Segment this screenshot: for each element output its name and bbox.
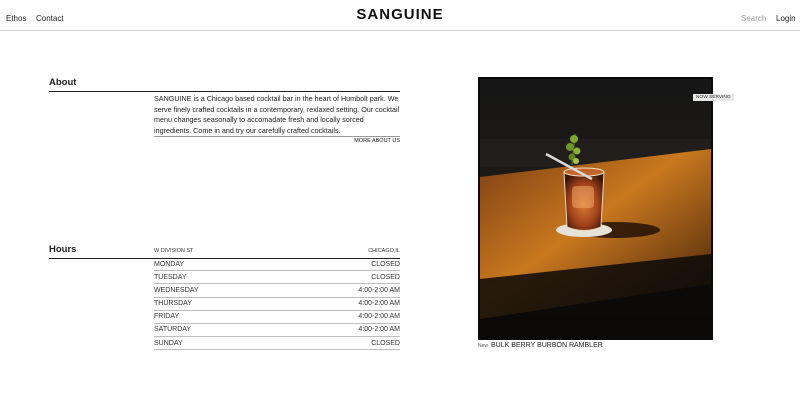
time-label: CLOSED	[371, 273, 400, 281]
ice-cube	[572, 186, 594, 208]
city-label: CHICAGO,IL	[368, 248, 400, 254]
day-label: TUESDAY	[154, 273, 187, 281]
location-row	[154, 248, 400, 254]
about-heading: About	[49, 77, 77, 88]
time-label: CLOSED	[371, 260, 400, 268]
hours-row	[154, 271, 400, 284]
herb-leaf	[573, 158, 579, 164]
hours-row	[154, 298, 400, 311]
hours-row	[154, 284, 400, 297]
hours-table	[154, 258, 400, 350]
hours-row	[154, 324, 400, 337]
brand-logo[interactable]: SANGUINE	[356, 6, 444, 23]
about-header	[49, 77, 400, 92]
day-label: WEDNESDAY	[154, 286, 199, 294]
day-label: SUNDAY	[154, 339, 183, 347]
hours-row	[154, 337, 400, 350]
hours-heading: Hours	[49, 244, 77, 255]
caption-prefix: New	[478, 343, 489, 349]
time-label: 4:00-2:00 AM	[358, 300, 400, 308]
herb-leaf	[566, 143, 574, 151]
cocktail-photo[interactable]	[478, 77, 713, 340]
drink-caption	[478, 342, 603, 349]
drink-name: BULK BERRY BURBON RAMBLER	[491, 342, 603, 349]
hours-row	[154, 258, 400, 271]
time-label: 4:00-2:00 AM	[358, 326, 400, 334]
nav-link-contact[interactable]: Contact	[36, 14, 64, 23]
login-link[interactable]: Login	[776, 14, 796, 23]
herb-leaf	[570, 135, 578, 143]
cocktail-image	[480, 79, 711, 338]
street-label: W DIVISION ST	[154, 248, 194, 254]
day-label: FRIDAY	[154, 313, 180, 321]
time-label: CLOSED	[371, 339, 400, 347]
day-label: MONDAY	[154, 260, 185, 268]
more-about-link[interactable]: MORE ABOUT US	[354, 138, 400, 144]
top-nav	[0, 0, 800, 31]
day-label: SATURDAY	[154, 326, 192, 334]
hours-row	[154, 311, 400, 324]
herb-leaf	[574, 148, 581, 155]
about-divider	[154, 136, 400, 137]
time-label: 4:00-2:00 AM	[358, 313, 400, 321]
search-link[interactable]: Search	[741, 14, 767, 23]
time-label: 4:00-2:00 AM	[358, 286, 400, 294]
now-serving-badge: NOW SERVING	[693, 94, 734, 101]
about-text: SANGUINE is a Chicago based cocktail bar in the heart of Humbolt park. We serve finely crafted cocktails in a contemporary, rexlaxed setting. Our cocktail menu changes seasonally to accomadate fresh and locally sorced ingredients. Come in and try our carefully crafted cocktails.	[154, 94, 400, 135]
day-label: THURSDAY	[154, 300, 192, 308]
nav-link-ethos[interactable]: Ethos	[6, 14, 27, 23]
